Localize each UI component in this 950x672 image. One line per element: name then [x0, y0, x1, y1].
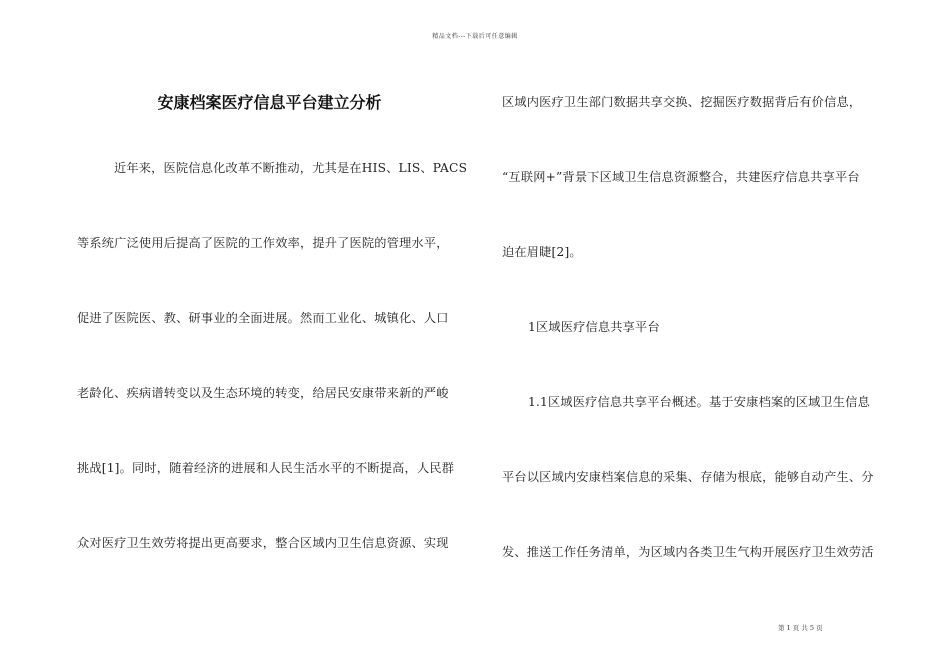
left-paragraph-line: 众对医疗卫生效劳将提出更高要求，整合区域内卫生信息资源、实现	[77, 536, 449, 550]
right-paragraph-line: 平台以区域内安康档案信息的采集、存储为根底，能够自动产生、分	[502, 470, 874, 484]
section-heading: 1区域医疗信息共享平台	[528, 320, 660, 334]
left-paragraph-line: 促进了医院医、教、研事业的全面进展。然而工业化、城镇化、人口	[77, 311, 449, 325]
right-paragraph-line: 区域内医疗卫生部门数据共享交换、挖掘医疗数据背后有价信息，	[502, 95, 862, 109]
right-paragraph-line: 发、推送工作任务清单，为区域内各类卫生气构开展医疗卫生效劳活	[502, 545, 874, 559]
subsection-paragraph-line: 1.1区域医疗信息共享平台概述。基于安康档案的区域卫生信息	[528, 395, 871, 409]
right-paragraph-line: “互联网+”背景下区域卫生信息资源整合，共建医疗信息共享平台	[502, 170, 860, 184]
page-number: 第 1 页 共 5 页	[778, 624, 823, 632]
left-paragraph-line: 等系统广泛使用后提高了医院的工作效率，提升了医院的管理水平，	[77, 236, 449, 250]
article-title: 安康档案医疗信息平台建立分析	[157, 93, 382, 112]
left-paragraph-line: 挑战[1]。同时，随着经济的进展和人民生活水平的不断提高，人民群	[77, 461, 455, 475]
header-note: 精品文档---下载后可任意编辑	[432, 33, 518, 40]
left-paragraph-line: 近年来，医院信息化改革不断推动，尤其是在HIS、LIS、PACS	[114, 161, 468, 175]
left-paragraph-line: 老龄化、疾病谱转变以及生态环境的转变，给居民安康带来新的严峻	[77, 386, 449, 400]
right-paragraph-line: 迫在眉睫[2]。	[502, 245, 582, 259]
